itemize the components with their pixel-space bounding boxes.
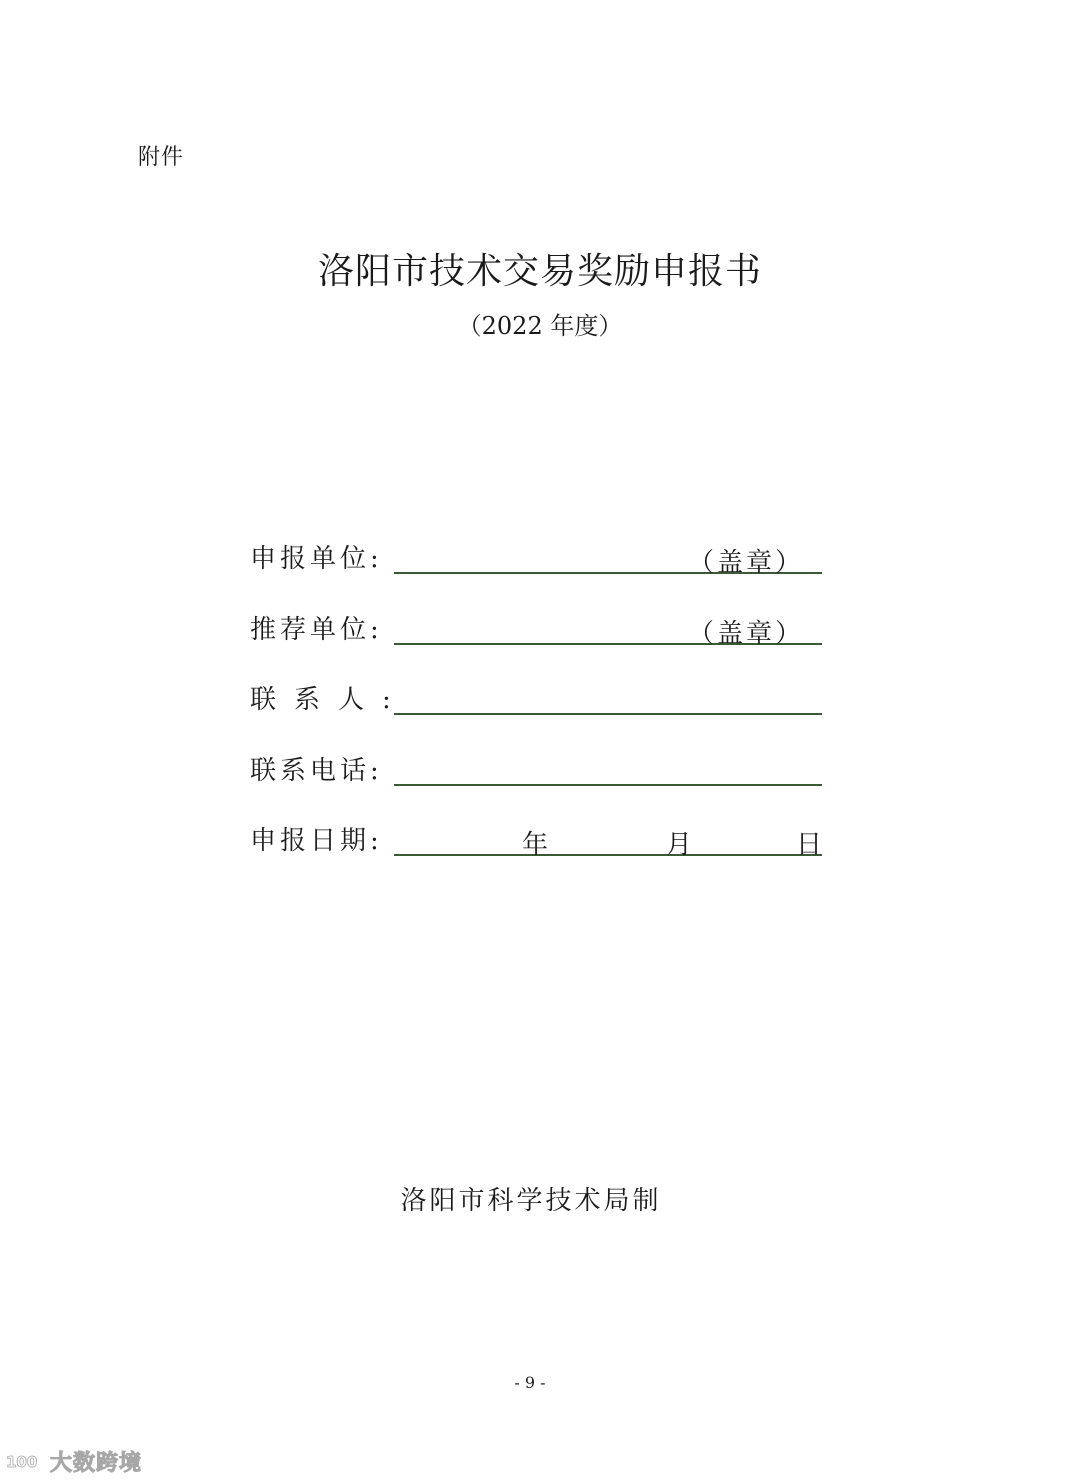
recommending-unit-label: 推荐单位: — [250, 614, 383, 645]
application-date-label: 申报日期: — [250, 826, 383, 856]
watermark-logo-text: 100 — [6, 1452, 38, 1471]
form-row-applicant-unit — [250, 538, 830, 609]
form-row-recommending-unit — [250, 609, 830, 680]
form-row-contact-phone — [250, 750, 830, 821]
date-month-label: 月 — [666, 830, 693, 860]
recommending-unit-stamp-note: （盖章） — [688, 618, 805, 649]
document-subtitle: （2022 年度） — [457, 312, 623, 340]
application-date-field[interactable] — [394, 854, 822, 856]
watermark-logo-icon — [4, 1447, 44, 1477]
attachment-label: 附件 — [138, 145, 185, 170]
form-row-contact-person — [250, 679, 830, 750]
contact-person-label: 联系人: — [250, 685, 409, 715]
applicant-unit-stamp-note: （盖章） — [688, 548, 805, 578]
contact-phone-field[interactable] — [394, 784, 822, 786]
form-row-application-date — [250, 820, 830, 891]
date-day-label: 日 — [796, 830, 823, 860]
issuer-line: 洛阳市科学技术局制 — [400, 1186, 662, 1216]
date-year-label: 年 — [522, 830, 549, 860]
page-number: - 9 - — [514, 1373, 546, 1392]
contact-person-field[interactable] — [394, 713, 822, 715]
document-title: 洛阳市技术交易奖励申报书 — [317, 251, 762, 292]
contact-phone-label: 联系电话: — [250, 755, 383, 786]
applicant-unit-label: 申报单位: — [250, 544, 383, 574]
watermark-text: 大数跨境 — [50, 1451, 143, 1476]
application-form — [250, 538, 830, 891]
watermark — [4, 1446, 142, 1477]
